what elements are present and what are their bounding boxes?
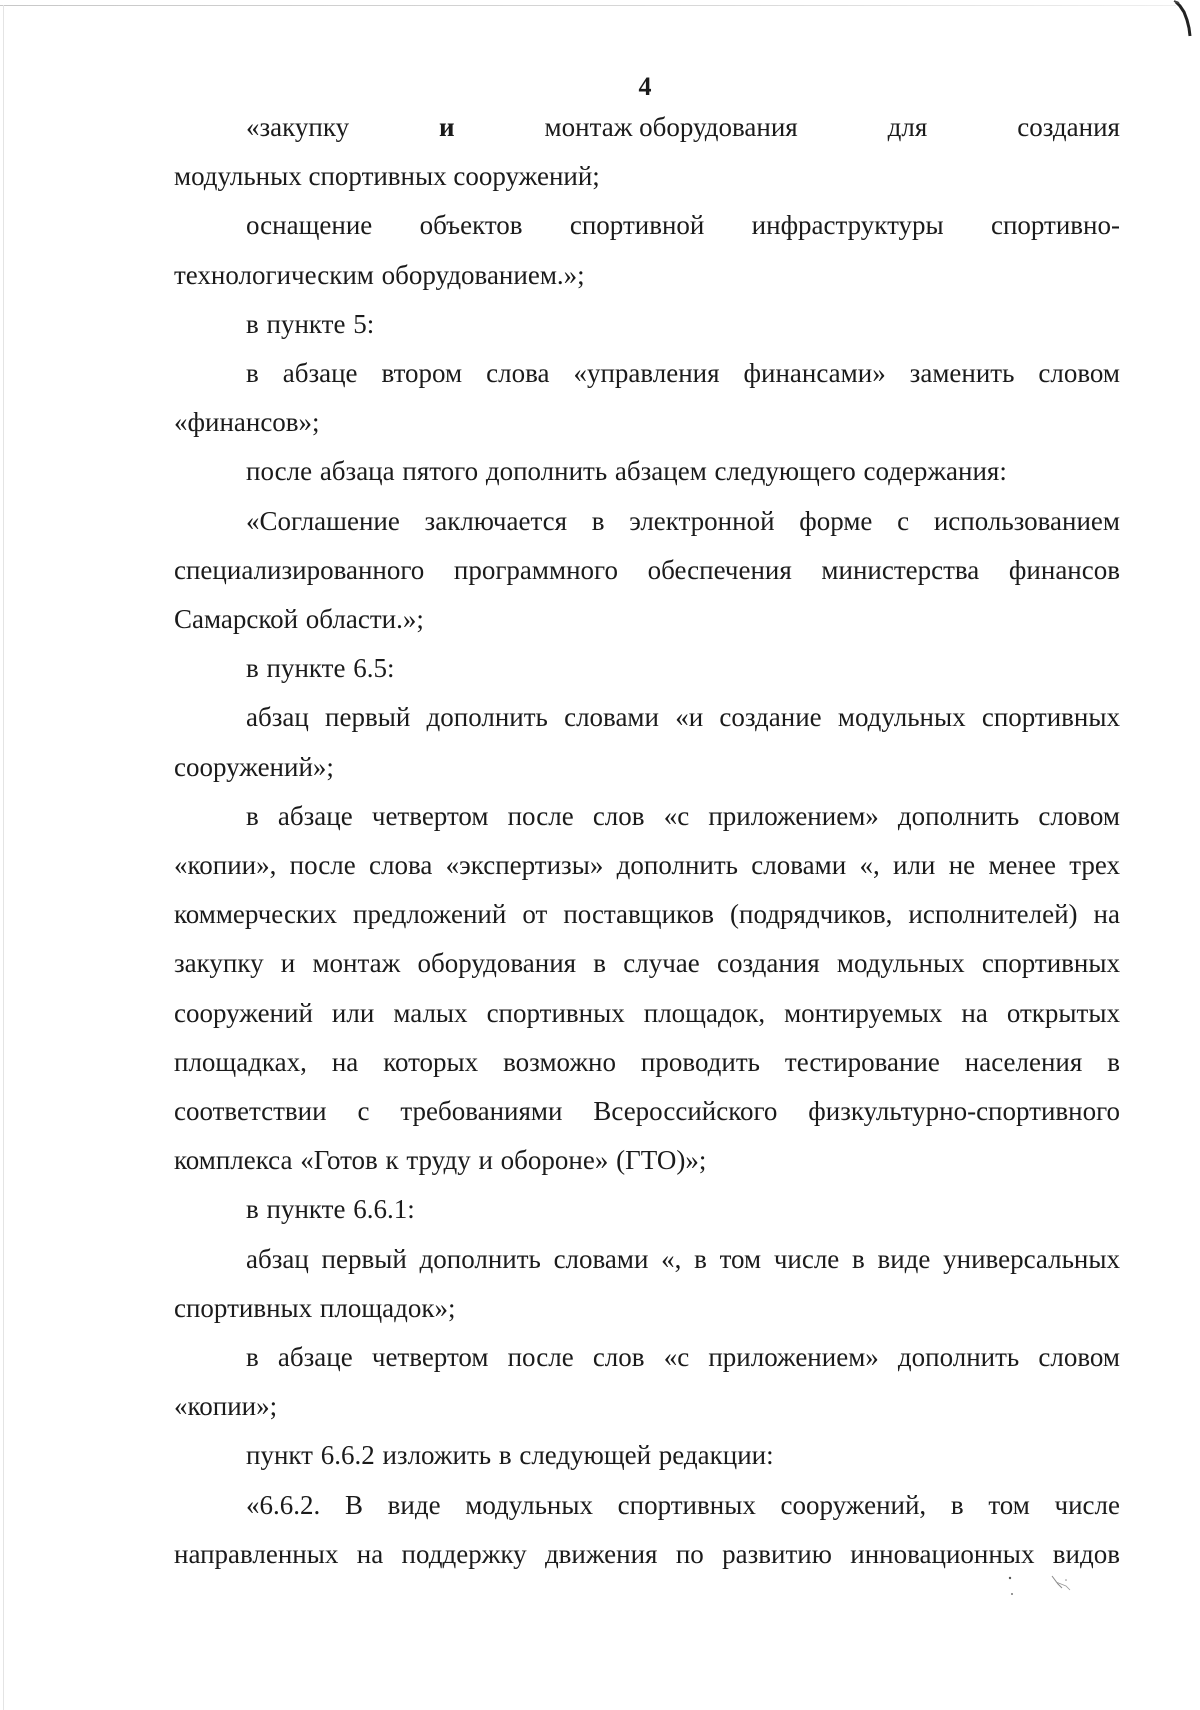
paragraph: в абзаце четвертом после слов «с приложением» дополнить словом «копии»; [174, 1342, 1120, 1422]
paragraph: «6.6.2. В виде модульных спортивных сооружений, в том числе направленных на поддержку движения по развитию инновационных видов [174, 1489, 1120, 1569]
paragraph: в пункте 6.6.1: [246, 1194, 415, 1225]
first-line-word: создания [1017, 112, 1120, 142]
first-line-word: «закупку [246, 112, 350, 142]
paragraph: «Соглашение заключается в электронной форме с использованием специализированного программного обеспечения министерства финансов Самарской области.»; [174, 505, 1120, 635]
paragraph: абзац первый дополнить словами «и создание модульных спортивных сооружений»; [174, 702, 1120, 782]
document-body [174, 103, 1120, 1579]
scan-corner-mark-icon [1170, 0, 1200, 40]
scan-edge-top [0, 5, 1176, 6]
paragraph: оснащение объектов спортивной инфраструктуры спортивно-технологическим оборудованием.»; [174, 210, 1120, 290]
first-line-word: для [887, 112, 928, 142]
scan-noise-specks [1000, 1550, 1120, 1610]
paragraph: в абзаце четвертом после слов «с приложением» дополнить словом «копии», после слова «экспертизы» дополнить словами «, или не менее трех коммерческих предложений от поставщиков (подрядчиков, исполнителей) на закупку и монтаж оборудования в случае создания модульных спортивных сооружений или малых спортивных площадок, монтируемых на открытых площадках, на которых возможно проводить тестирование населения в соответствии с требованиями Всероссийского физкультурно-спортивного комплекса «Готов к труду и обороне» (ГТО)»; [174, 800, 1120, 1176]
paragraph-continuation: модульных спортивных сооружений; [174, 161, 600, 192]
paragraph: пункт 6.6.2 изложить в следующей редакции: [246, 1440, 774, 1471]
scan-edge-left [3, 5, 4, 1710]
paragraph: в пункте 6.5: [246, 653, 395, 684]
first-line-word: монтаж оборудования [544, 112, 798, 142]
paragraph: после абзаца пятого дополнить абзацем следующего содержания: [246, 456, 1007, 487]
page-number: 4 [638, 72, 652, 101]
first-line-word: и [439, 112, 455, 142]
paragraph-first-line [246, 103, 1120, 152]
paragraph: абзац первый дополнить словами «, в том числе в виде универсальных спортивных площадок»; [174, 1243, 1120, 1323]
paragraph: в пункте 5: [246, 308, 375, 339]
paragraph: в абзаце втором слова «управления финансами» заменить словом «финансов»; [174, 358, 1120, 438]
